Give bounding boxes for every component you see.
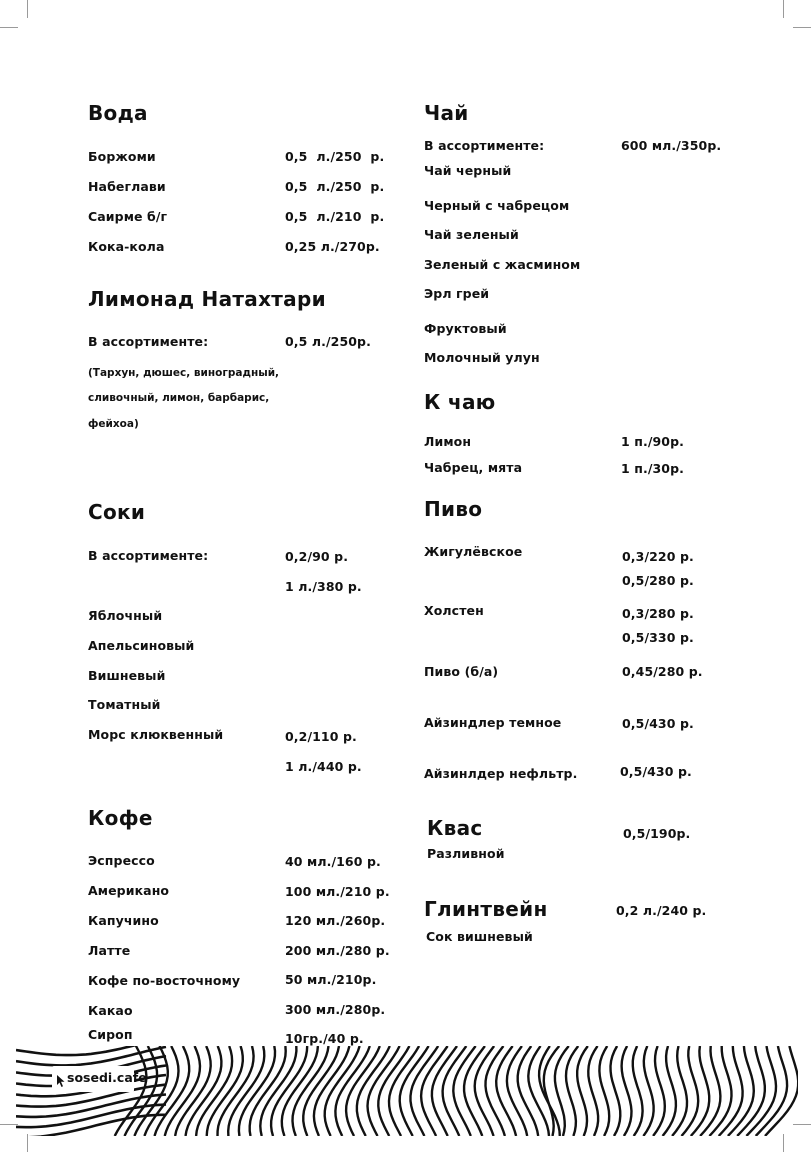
wave-line <box>250 1046 286 1136</box>
menu-item-price: 0,2 л./240 р. <box>616 903 707 918</box>
menu-item-price: 0,5/430 р. <box>620 764 692 779</box>
tea-item: Фруктовый <box>424 321 507 336</box>
wave-line <box>16 1046 166 1055</box>
section-title-kvas: Квас <box>427 816 483 840</box>
wave-line <box>653 1046 665 1136</box>
menu-item-price: 100 мл./210 р. <box>285 884 390 899</box>
juice-item: Вишневый <box>88 668 166 683</box>
menu-item-name: Жигулёвское <box>424 544 523 559</box>
wave-line <box>682 1046 699 1136</box>
menu-item-name: Кофе по-восточному <box>88 973 241 988</box>
tea-item: Зеленый с жасмином <box>424 257 581 272</box>
wave-line <box>475 1046 494 1136</box>
menu-item-price: 1 п./30р. <box>621 461 684 476</box>
menu-item-price: 200 мл./280 р. <box>285 943 390 958</box>
assortment-price: 0,5 л./250р. <box>285 334 371 349</box>
menu-item-name: Какао <box>88 1003 133 1018</box>
wave-line <box>411 1046 439 1136</box>
section-title-pivo: Пиво <box>424 497 483 521</box>
wave-line <box>389 1046 419 1136</box>
tea-item: Чай зеленый <box>424 227 519 242</box>
menu-item-name: Чабрец, мята <box>424 460 523 475</box>
menu-item-price: 0,45/280 р. <box>622 664 703 679</box>
wave-line <box>643 1046 653 1136</box>
tea-item: Чай черный <box>424 163 512 178</box>
tea-item: Черный с чабрецом <box>424 198 570 213</box>
menu-item-name: Саирме б/г <box>88 209 168 224</box>
wave-line <box>633 1046 643 1136</box>
wave-line <box>588 1046 598 1136</box>
assortment-price: 600 мл./350р. <box>621 138 722 153</box>
wave-line <box>577 1046 588 1136</box>
section-title-soki: Соки <box>88 500 146 524</box>
section-title-glintvein: Глинтвейн <box>424 897 548 921</box>
menu-item-name: Айзиндлер темное <box>424 715 562 730</box>
assortment-price: 1 л./380 р. <box>285 579 362 594</box>
menu-item-name: Боржоми <box>88 149 156 164</box>
cursor-arrow-icon <box>56 1074 66 1088</box>
menu-item-price: 300 мл./280р. <box>285 1002 386 1017</box>
menu-item-name: Морс клюквенный <box>88 727 224 742</box>
brand-name: sosedi.cafe <box>67 1070 147 1085</box>
wave-line <box>691 1046 709 1136</box>
section-title-limonad: Лимонад Натахтари <box>88 287 326 311</box>
menu-item-price: 0,5 л./250 р. <box>285 149 385 164</box>
menu-item-price: 10гр./40 р. <box>285 1031 364 1046</box>
brand-badge <box>52 1066 147 1092</box>
menu-item-price: 0,3/280 р. <box>622 606 694 621</box>
menu-item-name: Кока-кола <box>88 239 165 254</box>
section-title-k-chayu: К чаю <box>424 390 496 414</box>
menu-item-price: 120 мл./260р. <box>285 913 386 928</box>
crop-mark <box>27 1134 28 1152</box>
juice-item: Яблочный <box>88 608 163 623</box>
menu-item-price: 40 мл./160 р. <box>285 854 381 869</box>
menu-item-price: 1 л./440 р. <box>285 759 362 774</box>
wave-line <box>700 1046 720 1136</box>
menu-item-price: 0,3/220 р. <box>622 549 694 564</box>
menu-item-name: Лимон <box>424 434 472 449</box>
wave-line <box>599 1046 609 1136</box>
assortment-label: В ассортименте: <box>88 334 209 349</box>
menu-item-name: Пиво (б/а) <box>424 664 499 679</box>
wave-line <box>400 1046 429 1136</box>
wave-line <box>566 1046 578 1136</box>
menu-item-price: 0,5/330 р. <box>622 630 694 645</box>
section-title-chai: Чай <box>424 101 469 125</box>
menu-item-name: Эспрессо <box>88 853 155 868</box>
wave-line <box>239 1046 275 1136</box>
wave-line <box>611 1046 621 1136</box>
crop-mark <box>793 27 811 28</box>
tea-item: Эрл грей <box>424 286 490 301</box>
menu-item-price: 1 п./90р. <box>621 434 684 449</box>
wave-line <box>518 1046 539 1136</box>
assortment-label: В ассортименте: <box>424 138 545 153</box>
menu-item-subtitle: Сок вишневый <box>426 929 533 944</box>
menu-item-name: Холстен <box>424 603 484 618</box>
crop-mark <box>783 0 784 18</box>
menu-item-price: 0,5 л./250 р. <box>285 179 385 194</box>
wave-line <box>622 1046 632 1136</box>
assortment-price: 0,2/90 р. <box>285 549 349 564</box>
flavor-note-line: сливочный, лимон, барбарис, <box>88 392 270 404</box>
section-title-kofe: Кофе <box>88 806 153 830</box>
menu-item-name: Латте <box>88 943 131 958</box>
section-title-voda: Вода <box>88 101 148 125</box>
menu-item-name: Американо <box>88 883 170 898</box>
crop-mark <box>783 1134 784 1152</box>
menu-item-name: Сироп <box>88 1027 133 1042</box>
menu-item-name: Набеглави <box>88 179 166 194</box>
menu-item-price: 0,5/280 р. <box>622 573 694 588</box>
tea-item: Молочный улун <box>424 350 540 365</box>
menu-item-name: Айзинлдер нефльтр. <box>424 766 578 781</box>
menu-item-price: 0,2/110 р. <box>285 729 357 744</box>
flavor-note-line: фейхоа) <box>88 418 139 430</box>
wave-line <box>663 1046 676 1136</box>
menu-item-name: Капучино <box>88 913 159 928</box>
juice-item: Апельсиновый <box>88 638 195 653</box>
crop-mark <box>27 0 28 18</box>
menu-item-price: 50 мл./210р. <box>285 972 377 987</box>
assortment-label: В ассортименте: <box>88 548 209 563</box>
crop-mark <box>0 27 18 28</box>
menu-item-price: 0,25 л./270р. <box>285 239 380 254</box>
menu-item-price: 0,5/430 р. <box>622 716 694 731</box>
wave-line <box>507 1046 527 1136</box>
menu-item-price: 0,5/190р. <box>623 826 691 841</box>
flavor-note-line: (Тархун, дюшес, виноградный, <box>88 367 280 379</box>
menu-item-subtitle: Разливной <box>427 846 505 861</box>
wave-line <box>228 1046 264 1136</box>
menu-item-price: 0,5 л./210 р. <box>285 209 385 224</box>
juice-item: Томатный <box>88 697 161 712</box>
